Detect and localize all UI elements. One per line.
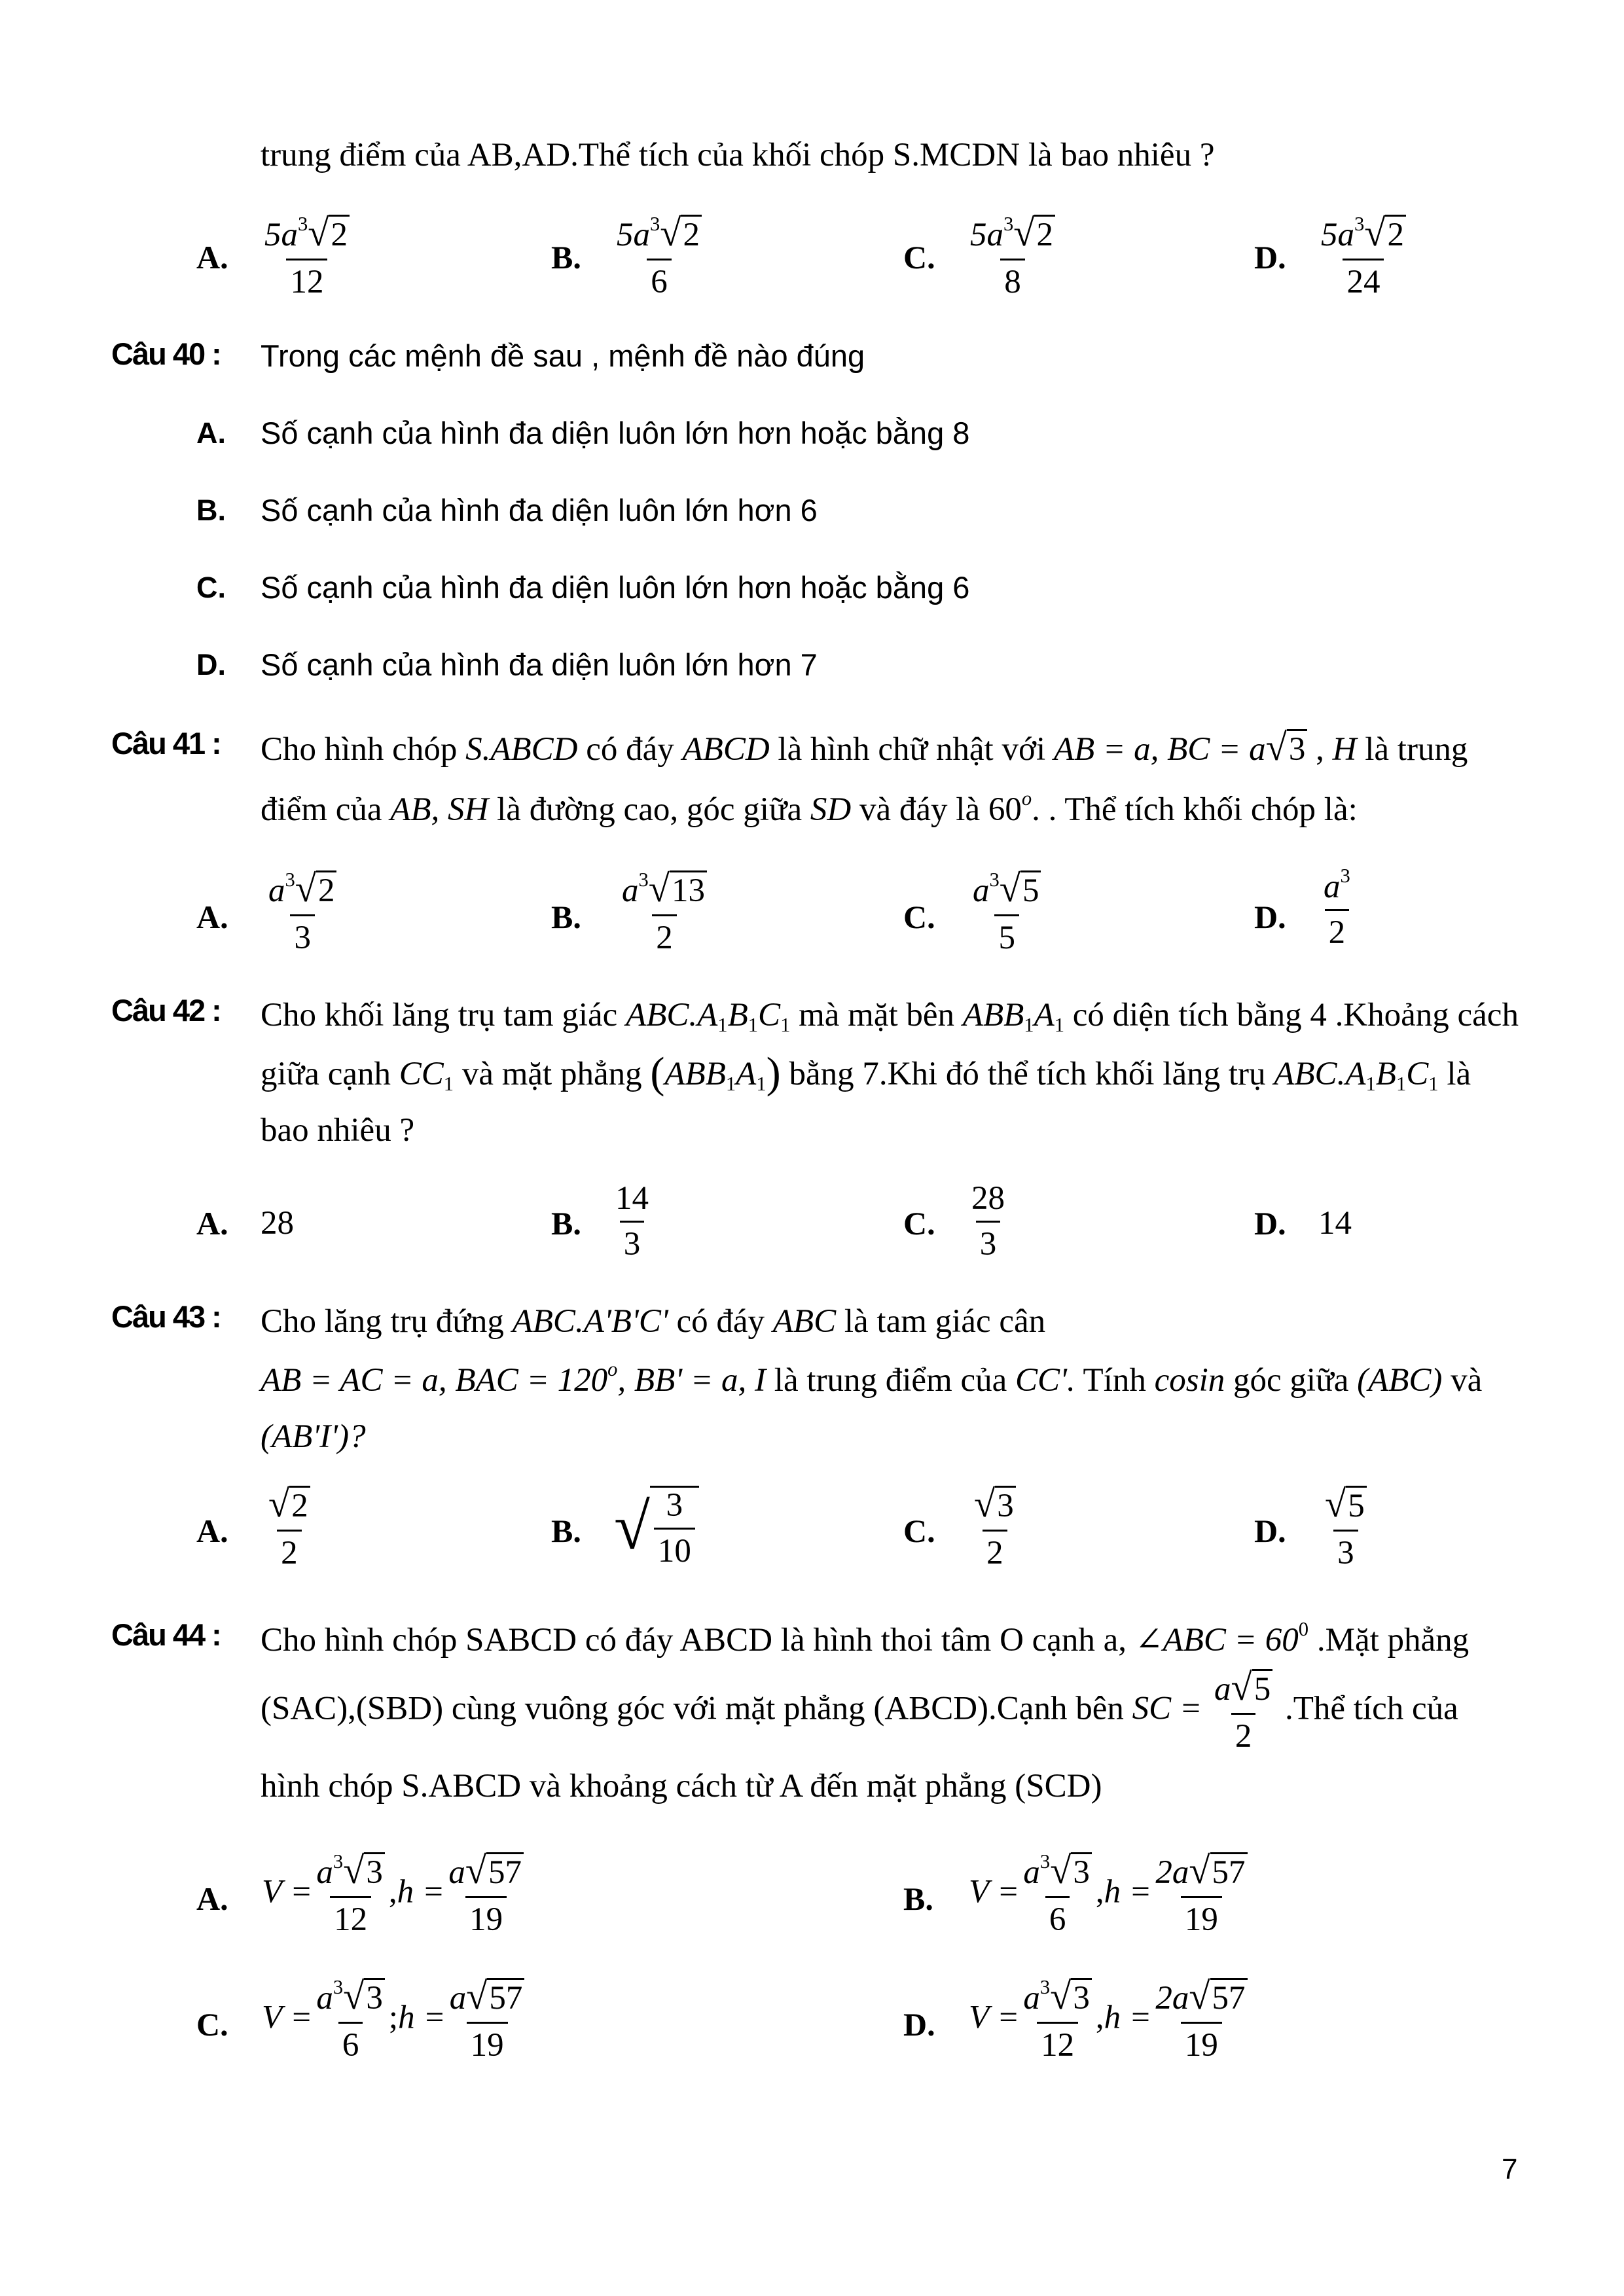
fraction: $a^3$ √ 5 5 <box>969 870 1045 955</box>
fraction: a √ 57 19 <box>444 1852 528 1937</box>
q42-label: Câu 42 : <box>111 993 221 1028</box>
fraction: 2a √ 57 19 <box>1151 1852 1251 1937</box>
q43-option-d-letter: D. <box>1254 1513 1286 1549</box>
fraction: $a^3$ √ 3 6 <box>312 1978 388 2062</box>
q43-label: Câu 43 : <box>111 1299 221 1334</box>
fraction: $a^3$ √ 3 12 <box>1019 1978 1095 2062</box>
fraction: $\frac{14}{3}$ <box>615 1180 649 1263</box>
q43-stem-line-2: AB = AC = a, BAC = $120^o$, BB' = a, I là trung điểm của CC'. Tính cosin góc giữa (ABC) và <box>261 1358 1483 1399</box>
fraction: $\frac{a^3}{2}$ <box>1324 865 1350 951</box>
fraction: a √ 5 2 <box>1210 1669 1276 1753</box>
q41-option-b <box>618 867 711 957</box>
q42-option-b-letter: B. <box>551 1205 581 1242</box>
q41-option-c <box>969 867 1045 957</box>
fraction: $a^3$ √ 13 2 <box>618 870 711 955</box>
q42-option-d: 14 <box>1318 1205 1352 1242</box>
q41-option-d-letter: D. <box>1254 899 1286 935</box>
fraction: $5a^3$ √ 2 12 <box>261 215 353 299</box>
q44-option-c: V = $a^3$ √ 3 6 ;h = a √ 57 19 <box>262 1978 528 2062</box>
q44-option-d-letter: D. <box>903 2006 935 2043</box>
q44-option-a-letter: A. <box>196 1880 228 1917</box>
fraction: $5a^3$ √ 2 24 <box>1317 215 1410 299</box>
q39-option-c <box>966 211 1059 301</box>
q44-stem-line-2: (SAC),(SBD) cùng vuông góc với mặt phẳng (ABCD).Cạnh bên SC = a √ 5 2 .Thể tích của <box>261 1666 1458 1755</box>
q42-option-c <box>967 1182 1009 1261</box>
q41-option-b-letter: B. <box>551 899 581 935</box>
fraction: √ 2 2 <box>264 1486 314 1570</box>
fraction: $\frac{3}{10}$ <box>654 1489 695 1568</box>
fraction: 2a √ 57 19 <box>1151 1978 1251 2062</box>
q44-option-c-letter: C. <box>196 2006 228 2043</box>
fraction: $a^3$ √ 2 3 <box>264 870 340 955</box>
q39-option-d-letter: D. <box>1254 239 1286 276</box>
q39-option-a-letter: A. <box>196 239 228 276</box>
q44-stem-line-1: Cho hình chóp SABCD có đáy ABCD là hình thoi tâm O cạnh a, ∠ABC = $60^0$ .Mặt phẳng <box>261 1618 1470 1659</box>
q40-option-d: Số cạnh của hình đa diện luôn lớn hơn 7 <box>261 647 818 682</box>
q43-option-a <box>264 1482 314 1572</box>
q40-option-c-letter: C. <box>196 571 226 604</box>
q40-option-a-letter: A. <box>196 416 226 450</box>
q44-label: Câu 44 : <box>111 1617 221 1652</box>
q43-stem-line-3: (AB'I')? <box>261 1418 366 1455</box>
q44-option-d: V = $a^3$ √ 3 12 ,h = 2a √ 57 19 <box>969 1978 1252 2062</box>
q40-option-a: Số cạnh của hình đa diện luôn lớn hơn hoặc bằng 8 <box>261 416 970 450</box>
q43-option-d <box>1321 1482 1371 1572</box>
q43-stem-line-1: Cho lăng trụ đứng ABC.A'B'C' có đáy ABC là tam giác cân <box>261 1303 1046 1340</box>
q41-stem-line-1: Cho hình chóp S.ABCD có đáy ABCD là hình chữ nhật với AB = a, BC = a √ 3 , H là trung <box>261 726 1468 768</box>
q41-option-a-letter: A. <box>196 899 228 935</box>
q43-option-b-letter: B. <box>551 1513 581 1549</box>
q41-label: Câu 41 : <box>111 726 221 761</box>
q41-option-d <box>1320 865 1354 951</box>
q40-stem: Trong các mệnh đề sau , mệnh đề nào đúng <box>261 338 865 373</box>
q43-option-c <box>970 1482 1020 1572</box>
q39-option-b <box>613 211 706 301</box>
fraction: √ 3 2 <box>970 1486 1020 1570</box>
q43-option-c-letter: C. <box>903 1513 935 1549</box>
fraction: $a^3$ √ 3 12 <box>312 1852 388 1937</box>
q41-option-a <box>264 867 340 957</box>
q39-option-a <box>261 211 353 301</box>
q41-stem-line-2: điểm của AB, SH là đường cao, góc giữa SD và đáy là 60$^o$. . Thể tích khối chóp là: <box>261 787 1358 828</box>
q42-stem-line-3: bao nhiêu ? <box>261 1112 415 1149</box>
q40-option-d-letter: D. <box>196 648 226 681</box>
q44-stem-line-3: hình chóp S.ABCD và khoảng cách từ A đến mặt phẳng (SCD) <box>261 1768 1102 1804</box>
fraction: √ 5 3 <box>1321 1486 1371 1570</box>
q44-option-b: V = $a^3$ √ 3 6 ,h = 2a √ 57 19 <box>969 1852 1252 1937</box>
q40-label: Câu 40 : <box>111 336 221 371</box>
q40-option-b: Số cạnh của hình đa diện luôn lớn hơn 6 <box>261 493 818 528</box>
q44-option-a: V = $a^3$ √ 3 12 ,h = a √ 57 19 <box>262 1852 528 1937</box>
q42-option-b <box>611 1182 653 1261</box>
q42-option-a: 28 <box>261 1205 294 1242</box>
q39-option-b-letter: B. <box>551 239 581 276</box>
fraction: a √ 57 19 <box>446 1978 529 2062</box>
q43-option-b <box>614 1486 699 1568</box>
page-number: 7 <box>1502 2153 1518 2185</box>
fraction: $5a^3$ √ 2 8 <box>966 215 1059 299</box>
q41-option-c-letter: C. <box>903 899 935 935</box>
q39-option-d <box>1317 211 1410 301</box>
q42-stem-line-1: Cho khối lăng trụ tam giác $ABC.A_1B_1C_1$ mà mặt bên $ABB_1A_1$ có diện tích bằng 4 .Khoảng cách <box>261 997 1519 1037</box>
radical: √ $\frac{3}{10}$ <box>614 1486 699 1568</box>
q44-option-b-letter: B. <box>903 1880 933 1917</box>
q40-option-c: Số cạnh của hình đa diện luôn lớn hơn hoặc bằng 6 <box>261 570 970 605</box>
q39-option-c-letter: C. <box>903 239 935 276</box>
q40-option-b-letter: B. <box>196 493 226 527</box>
fraction: $\frac{28}{3}$ <box>971 1180 1005 1263</box>
q43-option-a-letter: A. <box>196 1513 228 1549</box>
fraction: $5a^3$ √ 2 6 <box>613 215 706 299</box>
q39-stem-continuation: trung điểm của AB,AD.Thể tích của khối chóp S.MCDN là bao nhiêu ? <box>261 137 1215 173</box>
q42-option-c-letter: C. <box>903 1205 935 1242</box>
q42-option-d-letter: D. <box>1254 1205 1286 1242</box>
fraction: $a^3$ √ 3 6 <box>1019 1852 1095 1937</box>
q42-option-a-letter: A. <box>196 1205 228 1242</box>
q42-stem-line-2: giữa cạnh $CC_1$ và mặt phẳng $(ABB_1A_1)$ bằng 7.Khi đó thể tích khối lăng trụ $ABC.A_1B_1C_1$ là <box>261 1049 1471 1097</box>
